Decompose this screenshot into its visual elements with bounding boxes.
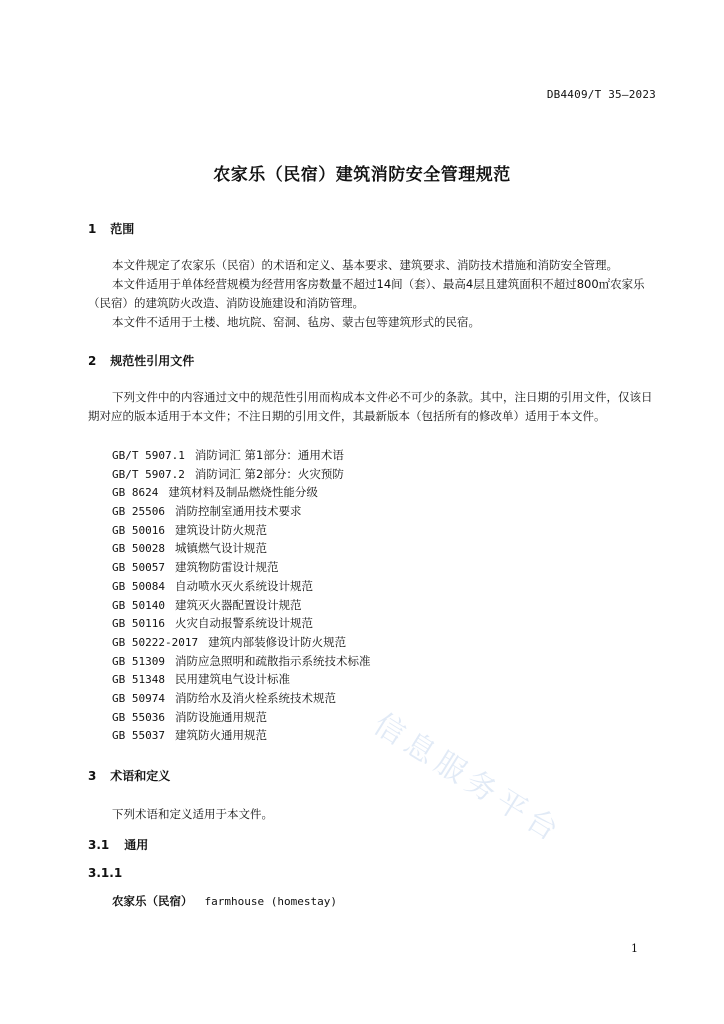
reference-code: GB 25506 <box>112 505 165 519</box>
reference-name: 民用建筑电气设计标准 <box>174 672 290 687</box>
standard-code: DB4409/T 35—2023 <box>546 88 656 101</box>
reference-item <box>112 446 370 465</box>
reference-code: GB 50974 <box>112 691 165 705</box>
references-intro: 下列文件中的内容通过文中的规范性引用而构成本文件必不可少的条款。其中，注日期的引用文件，仅该日期对应的版本适用于本文件；不注日期的引用文件，其最新版本（包括所有的修改单）适用于本文件。 <box>88 390 653 423</box>
reference-item <box>112 708 370 727</box>
reference-name: 建筑设计防火规范 <box>174 522 267 537</box>
page-number: 1 <box>631 942 638 955</box>
reference-name: 建筑防火通用规范 <box>174 728 267 743</box>
reference-code: GB 55037 <box>112 729 165 743</box>
reference-item <box>112 596 370 615</box>
reference-name: 建筑内部装修设计防火规范 <box>208 634 347 649</box>
reference-list <box>112 446 370 745</box>
reference-name: 消防设施通用规范 <box>174 709 267 724</box>
section-number: 3 <box>88 769 97 783</box>
scope-paragraph-3: 本文件不适用于土楼、地坑院、窑洞、毡房、蒙古包等建筑形式的民宿。 <box>112 315 480 329</box>
reference-name: 建筑物防雷设计规范 <box>174 560 279 575</box>
reference-name: 建筑材料及制品燃烧性能分级 <box>168 485 318 500</box>
reference-code: GB 8624 <box>112 486 159 500</box>
section-title: 范围 <box>110 222 135 236</box>
reference-code: GB 51309 <box>112 654 165 668</box>
reference-item <box>112 670 370 689</box>
section-title: 规范性引用文件 <box>110 354 195 368</box>
term-chinese: 农家乐（民宿） <box>112 894 193 908</box>
subsection-title: 通用 <box>124 838 149 852</box>
reference-name: 消防给水及消火栓系统技术规范 <box>174 690 336 705</box>
subsection-3-1-heading <box>88 836 148 853</box>
reference-name: 消防控制室通用技术要求 <box>174 504 302 519</box>
section-number: 1 <box>88 222 97 236</box>
term-entry <box>112 893 337 909</box>
terms-intro: 下列术语和定义适用于本文件。 <box>112 807 273 821</box>
reference-item <box>112 502 370 521</box>
scope-paragraph-1: 本文件规定了农家乐（民宿）的术语和定义、基本要求、建筑要求、消防技术措施和消防安全管理。 <box>112 258 618 272</box>
term-english: farmhouse (homestay) <box>204 895 337 908</box>
watermark: 信息服务平台 <box>367 706 569 851</box>
reference-item <box>112 465 370 484</box>
clause-number: 3.1.1 <box>88 866 123 880</box>
section-number: 2 <box>88 354 97 368</box>
reference-code: GB 50222-2017 <box>112 635 199 649</box>
reference-item <box>112 577 370 596</box>
section-3-heading <box>88 767 170 784</box>
reference-item <box>112 614 370 633</box>
reference-code: GB 50016 <box>112 523 165 537</box>
reference-item <box>112 483 370 502</box>
reference-name: 建筑灭火器配置设计规范 <box>174 597 302 612</box>
reference-code: GB/T 5907.2 <box>112 467 185 481</box>
reference-item <box>112 558 370 577</box>
subsection-number: 3.1 <box>88 838 110 852</box>
reference-name: 消防词汇 第1部分：通用术语 <box>194 448 344 462</box>
reference-code: GB 51348 <box>112 673 165 687</box>
section-title: 术语和定义 <box>110 769 171 783</box>
reference-item <box>112 726 370 745</box>
section-1-heading <box>88 220 134 237</box>
reference-code: GB/T 5907.1 <box>112 449 185 462</box>
reference-name: 消防应急照明和疏散指示系统技术标准 <box>174 653 371 668</box>
reference-name: 火灾自动报警系统设计规范 <box>174 616 313 631</box>
reference-name: 城镇燃气设计规范 <box>174 541 267 556</box>
reference-item <box>112 633 370 652</box>
reference-code: GB 50028 <box>112 542 165 556</box>
reference-item <box>112 689 370 708</box>
reference-code: GB 50116 <box>112 617 165 631</box>
document-title: 农家乐（民宿）建筑消防安全管理规范 <box>213 165 511 185</box>
reference-code: GB 50140 <box>112 598 165 612</box>
reference-name: 消防词汇 第2部分：火灾预防 <box>194 466 344 481</box>
reference-item <box>112 521 370 540</box>
reference-item <box>112 652 370 671</box>
reference-item <box>112 539 370 558</box>
section-2-heading <box>88 352 194 369</box>
scope-paragraph-2: 本文件适用于单体经营规模为经营用客房数量不超过14间（套）、最高4层且建筑面积不超过800㎡农家乐（民宿）的建筑防火改造、消防设施建设和消防管理。 <box>88 277 645 310</box>
reference-code: GB 55036 <box>112 710 165 724</box>
reference-code: GB 50057 <box>112 561 165 575</box>
reference-name: 自动喷水灭火系统设计规范 <box>174 578 313 593</box>
reference-code: GB 50084 <box>112 579 165 593</box>
